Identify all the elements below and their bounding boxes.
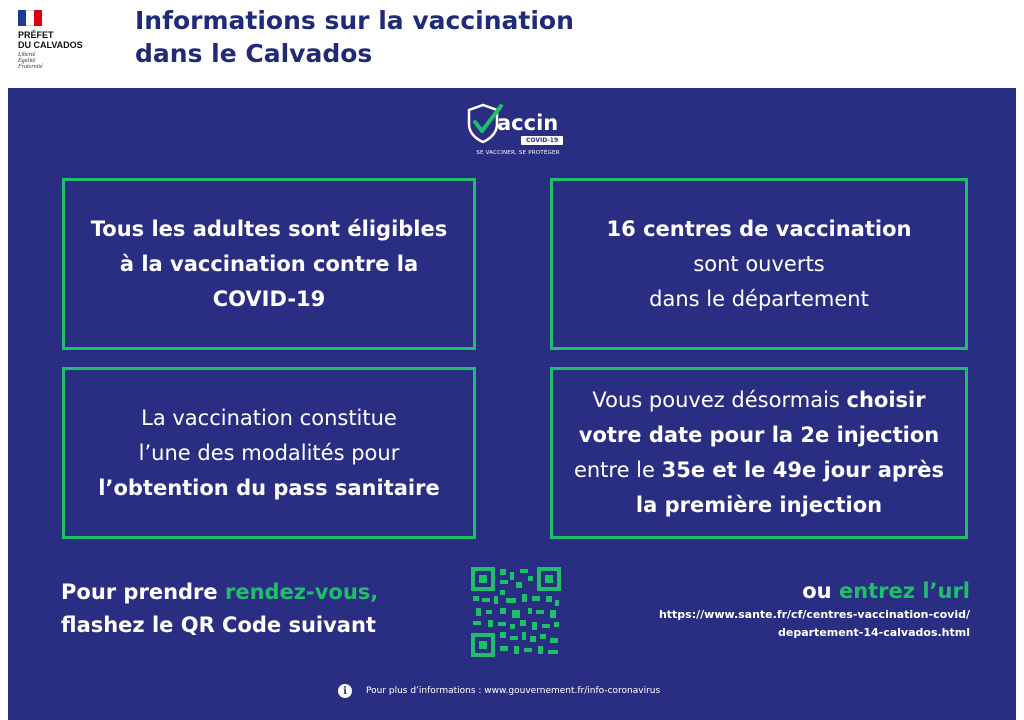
french-flag-icon: [18, 10, 42, 26]
badge-word: accin: [497, 111, 559, 135]
card-injection-line3b: 35e et le 49e jour après: [661, 458, 945, 482]
card-eligibility: [62, 178, 476, 350]
header: [0, 0, 1024, 88]
rdv-block: [61, 576, 378, 642]
card-pass: [62, 367, 476, 539]
logo-motto: Liberté Égalité Fraternité: [18, 52, 43, 70]
card-injection-line3: [574, 453, 944, 488]
card-injection: [550, 367, 968, 539]
card-injection-line3a: entre le: [573, 458, 662, 482]
card-injection-line1: [574, 383, 944, 418]
card-centres-line1: 16 centres de vaccination: [606, 216, 912, 241]
card-centres-line3: dans le département: [649, 286, 869, 311]
card-pass-line3: l’obtention du pass sanitaire: [98, 475, 440, 500]
card-centres: [550, 178, 968, 350]
badge-tagline: SE VACCINER, SE PROTÉGER: [476, 150, 560, 156]
card-injection-line4: la première injection: [635, 493, 883, 517]
card-centres-line2: sont ouverts: [693, 251, 825, 276]
url-lead-line: [659, 576, 970, 606]
card-eligibility-line2: à la vaccination contre la: [119, 251, 419, 276]
rdv-lead: Pour prendre: [61, 580, 225, 604]
logo-title: PRÉFET DU CALVADOS: [18, 30, 83, 50]
url-block: [659, 576, 970, 642]
url-link[interactable]: https://www.sante.fr/cf/centres-vaccination-covid/ departement-14-calvados.html: [658, 608, 970, 639]
prefet-logo: [18, 10, 98, 70]
footer: [338, 684, 660, 698]
footer-text[interactable]: Pour plus d’informations : www.gouvernement.fr/info-coronavirus: [366, 686, 661, 696]
card-pass-line2: l’une des modalités pour: [138, 440, 400, 465]
card-eligibility-line1: Tous les adultes sont éligibles: [90, 216, 448, 241]
vaccin-badge: [463, 98, 573, 160]
card-injection-line2: votre date pour la 2e injection: [578, 423, 940, 447]
card-injection-line1b: choisir: [846, 388, 926, 412]
page-title: Informations sur la vaccination dans le Calvados: [135, 6, 574, 68]
card-injection-line1a: Vous pouvez désormais: [592, 388, 847, 412]
url-lead: ou: [802, 579, 839, 603]
badge-covid: COVID-19: [521, 136, 563, 145]
info-icon: i: [338, 684, 352, 698]
card-eligibility-line3: COVID-19: [212, 286, 326, 311]
url-highlight: entrez l’url: [838, 579, 970, 603]
qr-code[interactable]: [470, 566, 562, 658]
rdv-line1: [61, 576, 378, 609]
info-panel: [8, 88, 1016, 720]
card-pass-line1: La vaccination constitue: [141, 405, 397, 430]
rdv-highlight: rendez-vous,: [224, 580, 379, 604]
rdv-line2: flashez le QR Code suivant: [61, 613, 376, 637]
